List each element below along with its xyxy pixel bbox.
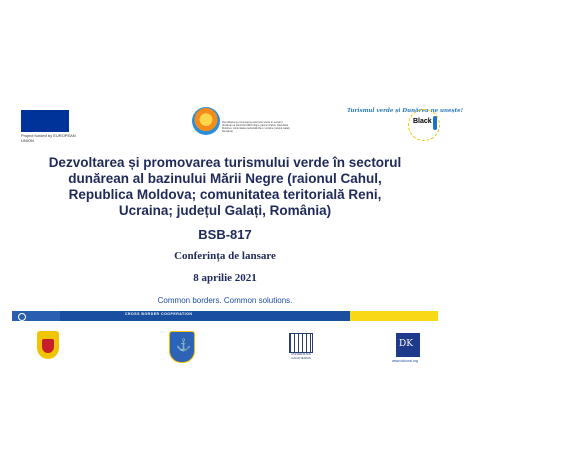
reni-coat-of-arms-icon: [169, 331, 195, 363]
dk-logo: [396, 333, 420, 357]
cross-border-band: [12, 311, 438, 321]
dk-url: www.dokoral.org: [392, 359, 418, 363]
eu-caption: Project funded by EUROPEAN UNION: [21, 133, 76, 143]
university-logo: [284, 333, 318, 363]
conference-label: Conferința de lansare: [174, 250, 276, 262]
cahul-coat-of-arms-icon: [37, 331, 59, 359]
black-sea-basin-logo: [408, 109, 440, 141]
band-blue: [60, 311, 350, 321]
cross-border-label: CROSS BORDER COOPERATION: [125, 312, 193, 316]
wave-icon: [433, 116, 437, 130]
slide-title: Dezvoltarea și promovarea turismului verde în sectorul dunărean al bazinului Mării Negre (raionul Cahul, Republica Moldova; comunitatea teritorială Reni, Ucraina; județul Galați, România): [48, 155, 402, 218]
tagline: Common borders. Common solutions.: [157, 296, 293, 305]
building-icon: [289, 333, 313, 353]
band-yellow: [350, 311, 438, 321]
wave-icon: [18, 313, 26, 321]
presentation-slide: [12, 97, 464, 369]
project-logo-description: Dezvoltarea și promovarea turismului verde în sectorul dunărean al bazinului Mării Negre (raionul Cahul, Republica Moldova; comunitatea teritorială Reni, Ucraina; județul Galați, România): [222, 121, 290, 133]
conference-date: 8 aprilie 2021: [193, 272, 257, 284]
project-code: BSB-817: [198, 227, 252, 242]
band-left: [12, 311, 60, 321]
eu-flag-logo: [21, 110, 69, 132]
dk-logo-label: DK: [399, 339, 413, 349]
university-name: UNIVERSITAS GALATIENSIS: [291, 352, 311, 360]
black-sea-logo-label: Black: [413, 118, 432, 125]
sun-icon: [192, 107, 220, 135]
project-logo-title: Turismul verde și Dunărea ne unește!: [346, 108, 464, 114]
